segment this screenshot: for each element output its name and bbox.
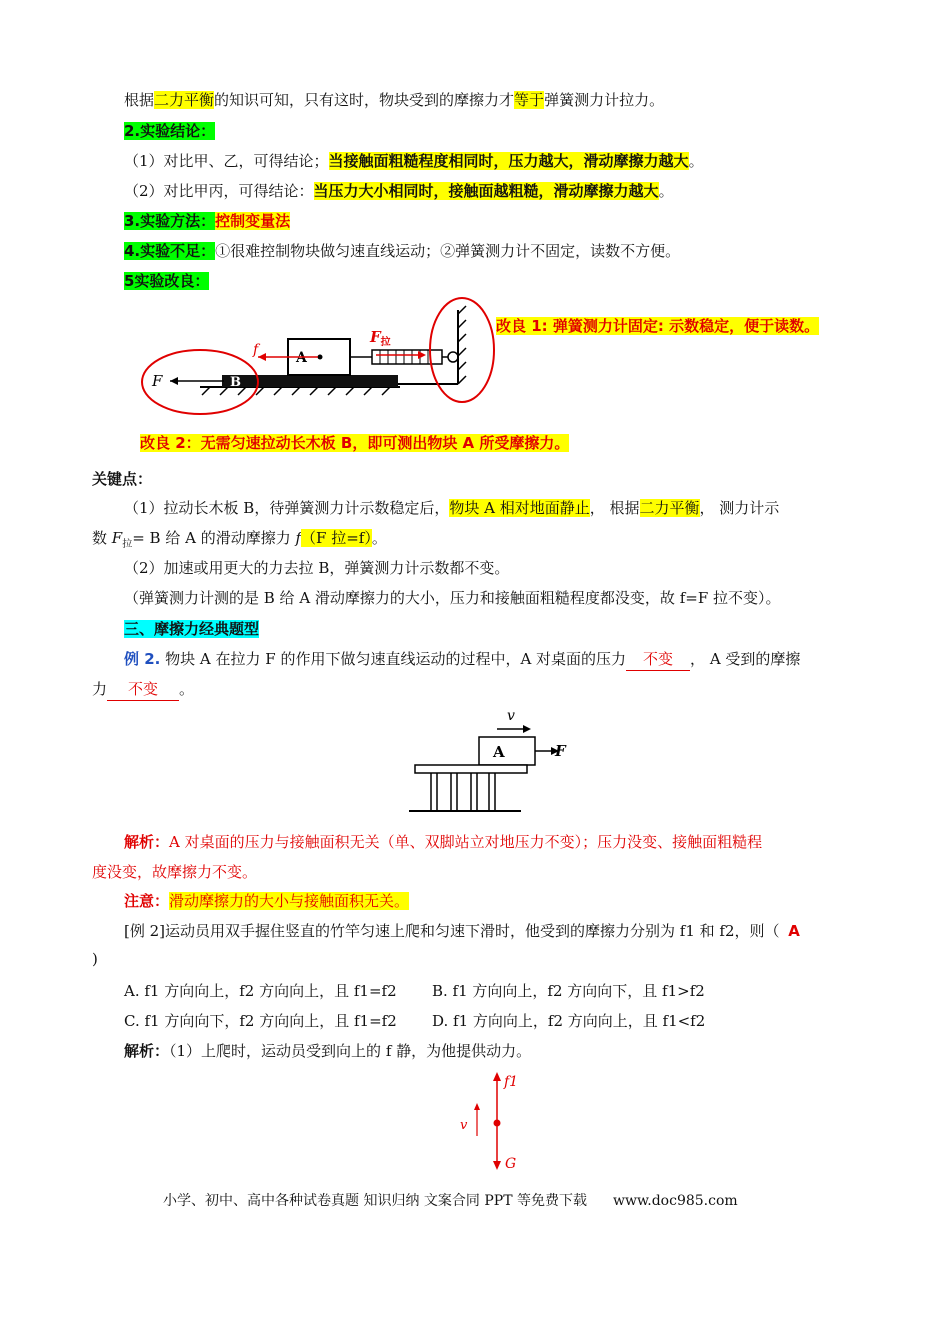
analysis-1-line-2: 度没变，故摩擦力不变。 <box>92 863 258 881</box>
label-f: f <box>253 342 259 358</box>
example-2-question: [例 2]运动员用双手握住竖直的竹竿匀速上爬和匀速下滑时，他受到的摩擦力分别为 f1 和 f2，则（ A <box>124 922 800 940</box>
conclusion-item-1: （1）对比甲、乙，可得结论；当接触面粗糙程度相同时，压力越大，滑动摩擦力越大。 <box>124 152 704 170</box>
label-G: G <box>505 1156 517 1172</box>
key-point-2: （2）加速或用更大的力去拉 B，弹簧测力计示数都不变。 <box>124 559 510 577</box>
key-points-heading: 关键点： <box>92 470 153 488</box>
example-2-close: ) <box>92 950 98 968</box>
key-point-3: （弹簧测力计测的是 B 给 A 滑动摩擦力的大小，压力和接触面粗糙程度都没变，故 f=F 拉不变）。 <box>124 589 781 607</box>
method-line: 3.实验方法：控制变量法 <box>124 212 291 230</box>
key-point-1a: （1）拉动长木板 B，待弹簧测力计示数稳定后，物块 A 相对地面静止， 根据二力平衡， 测力计示 <box>124 499 780 517</box>
section-heading: 三、摩擦力经典题型 <box>124 620 260 638</box>
option-a: A. f1 方向向上，f2 方向向上，且 f1=f2 <box>124 982 397 1000</box>
key-point-1b: 数 $F_拉= B$ 给 A 的滑动摩擦力 f（F 拉=f）。 <box>92 529 387 550</box>
label-v: v <box>460 1118 468 1133</box>
conclusion-heading: 2.实验结论： <box>124 122 216 140</box>
text-line: 根据二力平衡的知识可知，只有这时，物块受到的摩擦力才等于弹簧测力计拉力。 <box>124 91 665 109</box>
force-diagram <box>450 1068 540 1176</box>
improve-heading: 5实验改良： <box>124 272 210 290</box>
example-1-line-2: 力 不变 。 <box>92 678 950 701</box>
label-F-pull: $F_拉$ <box>370 328 391 348</box>
analysis-1-line-1: 解析：A 对桌面的压力与接触面积无关（单、双脚站立对地压力不变）；压力没变、接触面粗糙程 <box>124 833 763 851</box>
improve-note-1: 改良 1: 弹簧测力计固定: 示数稳定，便于读数。 <box>496 317 820 335</box>
footer-url[interactable]: www.doc985.com <box>612 1193 738 1209</box>
label-F: F <box>555 742 566 760</box>
table-block-diagram <box>405 705 575 820</box>
label-a: A <box>296 350 307 366</box>
option-d: D. f1 方向向上，f2 方向向上，且 f1<f2 <box>432 1012 706 1030</box>
improve-note-2: 改良 2：无需匀速拉动长木板 B，即可测出物块 A 所受摩擦力。 <box>140 434 570 452</box>
label-f1: f1 <box>504 1074 519 1090</box>
note-line: 注意：滑动摩擦力的大小与接触面积无关。 <box>124 892 410 910</box>
shortcoming-line: 4.实验不足：①很难控制物块做匀速直线运动；②弹簧测力计不固定，读数不方便。 <box>124 242 681 260</box>
conclusion-item-2: （2）对比甲丙，可得结论：当压力大小相同时，接触面越粗糙，滑动摩擦力越大。 <box>124 182 674 200</box>
improved-experiment-diagram <box>140 292 500 422</box>
example-1-line-1: 例 2. 物块 A 在拉力 F 的作用下做匀速直线运动的过程中，A 对桌面的压力 不变 ， A 受到的摩擦 <box>124 648 950 671</box>
label-F: F <box>152 372 163 390</box>
label-v: v <box>507 708 515 724</box>
footer: 小学、初中、高中各种试卷真题 知识归纳 文案合同 PPT 等免费下载 www.doc985.com <box>163 1193 738 1209</box>
label-a: A <box>493 743 505 761</box>
analysis-2: 解析：（1）上爬时，运动员受到向上的 f 静，为他提供动力。 <box>124 1042 532 1060</box>
option-c: C. f1 方向向下，f2 方向向上，且 f1=f2 <box>124 1012 397 1030</box>
label-b: B <box>230 375 241 390</box>
option-b: B. f1 方向向上，f2 方向向下，且 f1>f2 <box>432 982 705 1000</box>
